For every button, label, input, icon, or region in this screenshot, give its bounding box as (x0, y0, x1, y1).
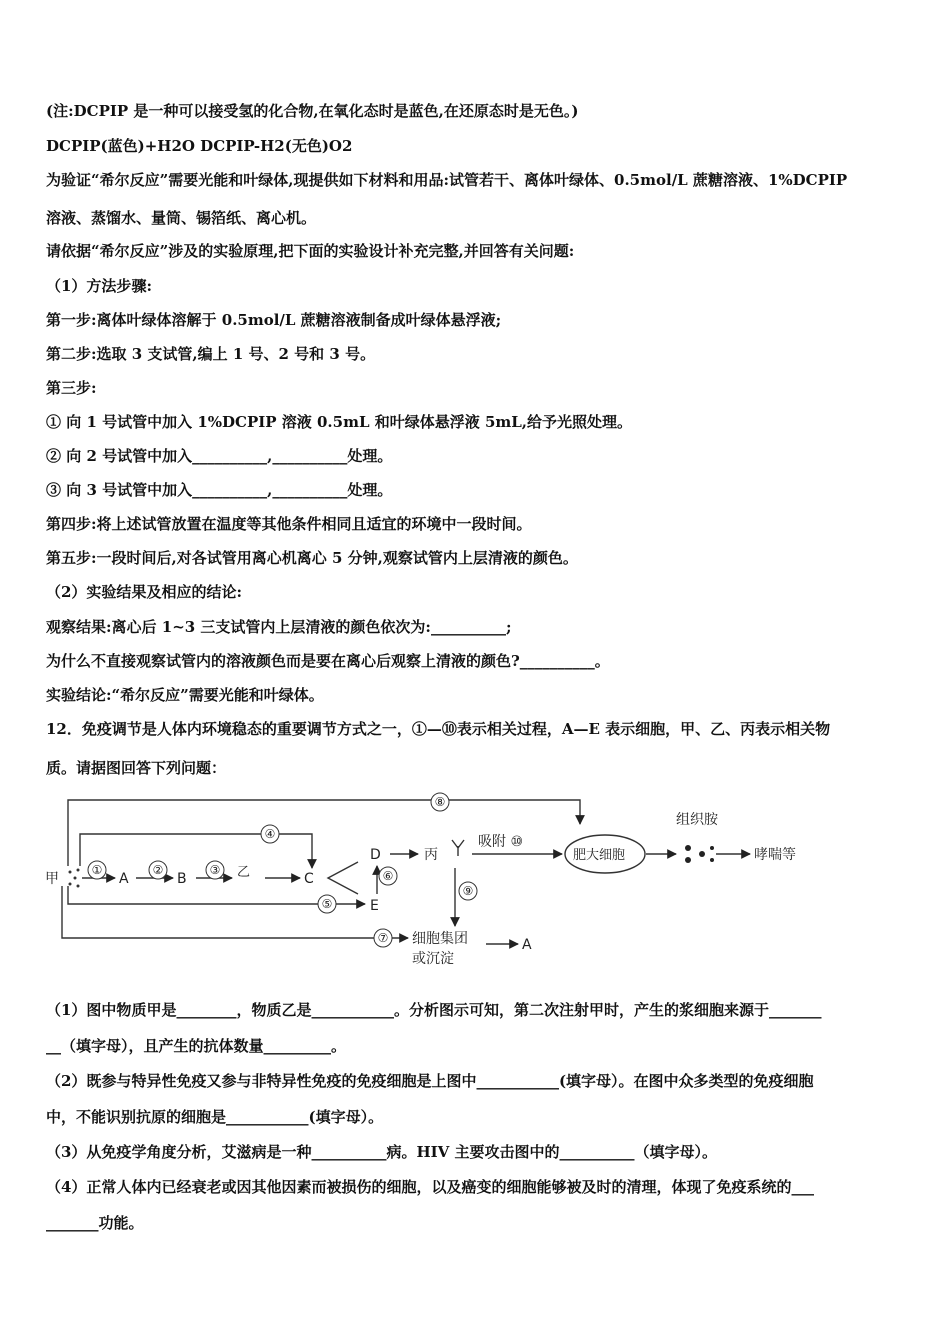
label-e: E (370, 898, 379, 914)
question-4: （4）正常人体内已经衰老或因其他因素而被损伤的细胞，以及癌变的细胞能够被及时的清理，体现了免疫系统的___ (46, 1178, 814, 1196)
question-3: （3）从免疫学角度分析，艾滋病是一种__________病。HIV 主要攻击图中的__________（填字母）。 (46, 1143, 717, 1161)
line-why: 为什么不直接观察试管内的溶液颜色而是要在离心后观察上清液的颜色?__________。 (46, 652, 610, 670)
line-step2: 第二步:选取 3 支试管,编上 1 号、2 号和 3 号。 (46, 345, 376, 363)
immune-diagram (40, 786, 840, 976)
line-materials: 为验证“希尔反应”需要光能和叶绿体,现提供如下材料和用品:试管若干、离体叶绿体、0.5mol/L 蔗糖溶液、1%DCPIP (46, 171, 848, 189)
label-jia: 甲 (45, 871, 59, 887)
num-9: ⑨ (462, 884, 474, 898)
label-bing: 丙 (424, 847, 438, 863)
line-note: (注:DCPIP 是一种可以接受氢的化合物,在氧化态时是蓝色,在还原态时是无色。) (46, 102, 579, 120)
label-b: B (177, 871, 187, 887)
route-8-line (68, 800, 580, 866)
line-step4: 第四步:将上述试管放置在温度等其他条件相同且适宜的环境中一段时间。 (46, 515, 532, 533)
line-materials-cont: 溶液、蒸馏水、量筒、锡箔纸、离心机。 (46, 209, 317, 227)
line-tube2: ② 向 2 号试管中加入__________,__________处理。 (46, 447, 393, 465)
line-q12-stem: 12．免疫调节是人体内环境稳态的重要调节方式之一，①—⑩表示相关过程，A—E 表示细胞，甲、乙、丙表示相关物 (46, 720, 831, 738)
label-a: A (119, 871, 129, 887)
line-q12-stem-cont: 质。请据图回答下列问题： (46, 759, 227, 777)
question-1: （1）图中物质甲是________，物质乙是___________。分析图示可知，第二次注射甲时，产生的浆细胞来源于_______ (46, 1001, 822, 1019)
antigen-dots-icon (69, 869, 80, 888)
line-observation: 观察结果:离心后 1~3 三支试管内上层清液的颜色依次为:__________; (46, 618, 512, 636)
line-equation: DCPIP(蓝色)+H2O DCPIP-H2(无色)O2 (46, 137, 353, 155)
line-instruction: 请依据“希尔反应”涉及的实验原理,把下面的实验设计补充完整,并回答有关问题: (46, 242, 575, 260)
label-asthma: 哮喘等 (754, 847, 796, 863)
antibody-icon (452, 840, 464, 856)
question-4-cont: _______功能。 (46, 1214, 144, 1232)
line-method-heading: （1）方法步骤: (46, 277, 152, 295)
line-step1: 第一步:离体叶绿体溶解于 0.5mol/L 蔗糖溶液制备成叶绿体悬浮液; (46, 311, 502, 329)
num-5: ⑤ (321, 897, 333, 911)
c-fork (328, 862, 358, 894)
num-3: ③ (209, 863, 221, 877)
label-cluster: 细胞集团 (412, 931, 468, 947)
label-adsorb: 吸附 ⑩ (478, 834, 524, 850)
line-results-heading: （2）实验结果及相应的结论: (46, 583, 242, 601)
question-2: （2）既参与特异性免疫又参与非特异性免疫的免疫细胞是上图中___________(填字母）。在图中众多类型的免疫细胞 (46, 1072, 814, 1090)
line-step3: 第三步: (46, 379, 97, 397)
num-4: ④ (264, 827, 276, 841)
line-conclusion: 实验结论:“希尔反应”需要光能和叶绿体。 (46, 686, 324, 704)
label-yi: 乙 (237, 865, 251, 880)
label-histamine: 组织胺 (676, 812, 718, 828)
line-tube3: ③ 向 3 号试管中加入__________,__________处理。 (46, 481, 393, 499)
label-c: C (304, 871, 314, 887)
num-7: ⑦ (377, 931, 389, 945)
label-d: D (370, 847, 381, 863)
label-a2: A (522, 937, 532, 953)
line-tube1: ① 向 1 号试管中加入 1%DCPIP 溶液 0.5mL 和叶绿体悬浮液 5mL,给予光照处理。 (46, 413, 633, 431)
question-1-cont: __（填字母），且产生的抗体数量_________。 (46, 1037, 347, 1055)
label-mast: 肥大细胞 (573, 848, 626, 863)
num-1: ① (91, 863, 103, 877)
num-8: ⑧ (434, 795, 446, 809)
question-2-cont: 中，不能识别抗原的细胞是___________(填字母）。 (46, 1108, 384, 1126)
num-6: ⑥ (382, 869, 394, 883)
line-step5: 第五步:一段时间后,对各试管用离心机离心 5 分钟,观察试管内上层清液的颜色。 (46, 549, 578, 567)
num-2: ② (152, 863, 164, 877)
route-7-line (62, 886, 408, 938)
label-precipitate: 或沉淀 (412, 951, 454, 967)
histamine-dots-icon (685, 845, 714, 863)
